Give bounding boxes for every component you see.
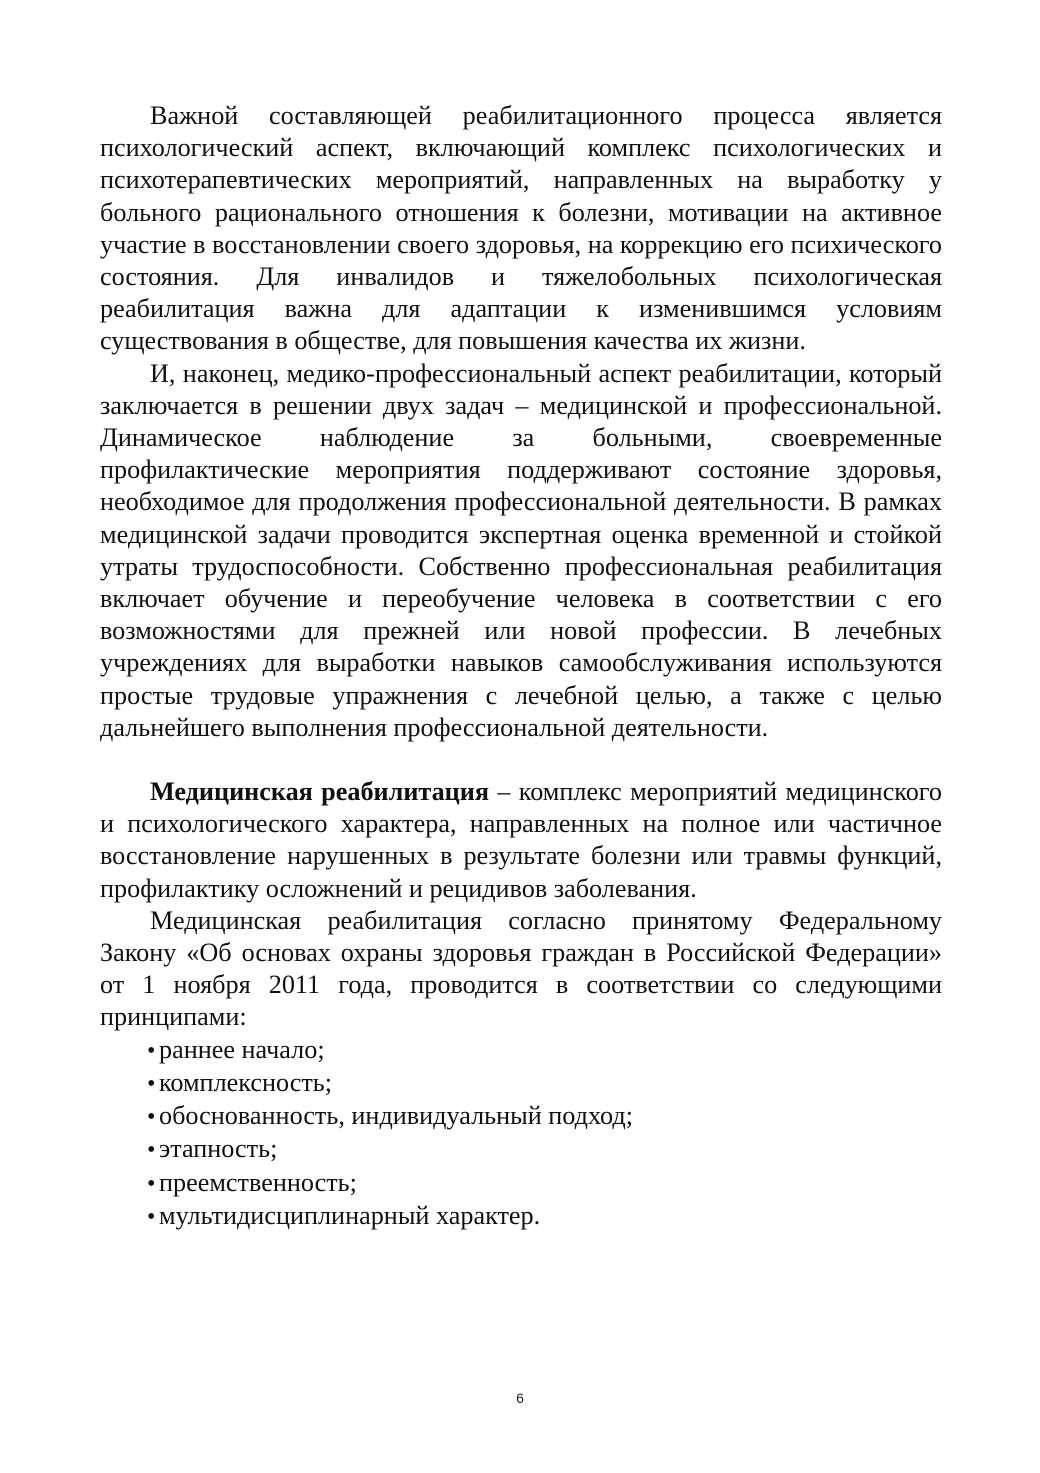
list-item: [147, 1034, 942, 1067]
bullet-icon: •: [147, 1137, 156, 1164]
paragraph-spacer: [100, 744, 942, 776]
bullet-icon: •: [147, 1170, 156, 1197]
bullet-icon: •: [147, 1037, 156, 1064]
list-item: [147, 1133, 942, 1166]
list-item: [147, 1200, 942, 1233]
list-item: [147, 1100, 942, 1133]
page-number: 6: [516, 1390, 524, 1406]
list-item-text: преемственность;: [159, 1167, 357, 1197]
paragraph-psychological-aspect: Важной составляющей реабилитационного процесса является психологический аспект, включающий комплекс психологических и психотерапевтических мероприятий, направленных на выработку у больного рационального отношения к болезни, мотивации на активное участие в восстановлении своего здоровья, на коррекцию его психического состояния. Для инвалидов и тяжелобольных психологическая реабилитация важна для адаптации к изменившимся условиям существования в обществе, для повышения качества их жизни.: [100, 101, 942, 356]
list-item-text: мультидисциплинарный характер.: [159, 1200, 541, 1230]
paragraph-federal-law: Медицинская реабилитация согласно принятому Федеральному Закону «Об основах охраны здоровья граждан в Российской Федерации» от 1 ноября 2011 года, проводится в соответствии со следующими принципами:: [100, 905, 942, 1032]
term-medical-rehabilitation: Медицинская реабилитация: [150, 777, 490, 807]
paragraph-medical-rehabilitation-definition: [100, 776, 942, 905]
list-item: [147, 1067, 942, 1100]
definition-text: – комплекс мероприятий медицинского и психологического характера, направленных на полное или частичное восстановление нарушенных в результате болезни или травмы функций, профилактику осложнений и рецидивов заболевания.: [100, 777, 942, 903]
list-item-text: этапность;: [159, 1134, 278, 1164]
paragraph-medical-professional-aspect: И, наконец, медико-профессиональный аспект реабилитации, который заключается в решении двух задач – медицинской и профессиональной. Динамическое наблюдение за больными, своевременные профилактические мероприятия поддерживают состояние здоровья, необходимое для продолжения профессиональной деятельности. В рамках медицинской задачи проводится экспертная оценка временной и стойкой утраты трудоспособности. Собственно профессиональная реабилитация включает обучение и переобучение человека в соответствии с его возможностями для прежней или новой профессии. В лечебных учреждениях для выработки навыков самообслуживания используются простые трудовые упражнения с лечебной целью, а также с целью дальнейшего выполнения профессиональной деятельности.: [100, 358, 942, 742]
list-item: [147, 1167, 942, 1200]
bullet-icon: •: [147, 1070, 156, 1097]
bullet-icon: •: [147, 1104, 156, 1131]
document-page: [100, 100, 942, 1233]
list-item-text: обоснованность, индивидуальный подход;: [159, 1101, 633, 1131]
bullet-icon: •: [147, 1203, 156, 1230]
list-item-text: раннее начало;: [159, 1034, 325, 1064]
principles-list: [100, 1034, 942, 1233]
list-item-text: комплексность;: [159, 1067, 333, 1097]
